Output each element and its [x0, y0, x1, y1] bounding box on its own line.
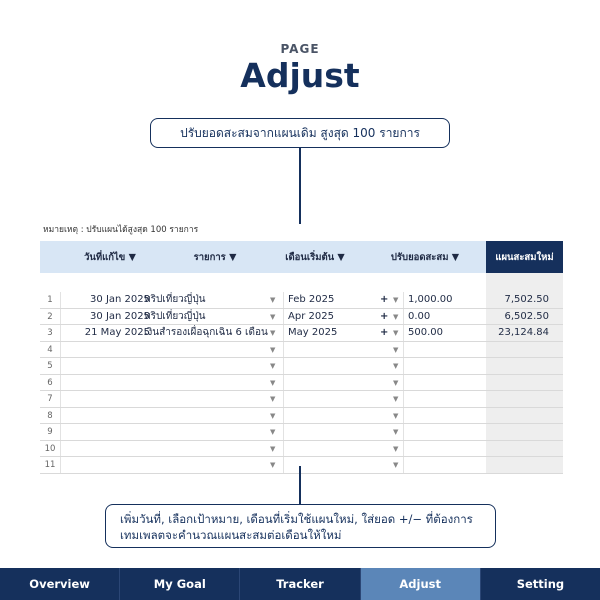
table-row — [40, 391, 563, 408]
table-row — [40, 325, 563, 342]
sign-dropdown-icon[interactable]: ▼ — [393, 312, 399, 321]
item-select[interactable]: ทริปเที่ยวญี่ปุ่น — [144, 294, 206, 305]
sign-dropdown-icon[interactable]: ▼ — [393, 329, 399, 337]
nav-tab-setting[interactable]: Setting — [516, 577, 565, 591]
item-dropdown-icon[interactable]: ▼ — [270, 395, 276, 403]
sign-dropdown-icon[interactable]: ▼ — [393, 378, 399, 387]
new-plan-value: 6,502.50 — [504, 310, 549, 322]
row-number: 10 — [44, 443, 56, 454]
callout-bottom-line1: เพิ่มวันที่, เลือกเป้าหมาย, เดือนที่เริ่มใช้แผนใหม่, ใส่ยอด +/− ที่ต้องการ — [120, 512, 473, 526]
page-title: Adjust — [240, 56, 360, 95]
sign-dropdown-icon[interactable]: ▼ — [393, 461, 399, 469]
date-cell[interactable]: 21 May 2025 — [84, 327, 150, 338]
item-dropdown-icon[interactable]: ▼ — [270, 345, 276, 354]
month-select[interactable]: Apr 2025 — [288, 310, 334, 322]
column-header-start-month[interactable]: เดือนเริ่มต้น ▼ — [285, 251, 345, 263]
callout-bottom-line2: เทมเพลตจะคำนวณแผนสะสมต่อเดือนให้ใหม่ — [120, 528, 342, 542]
item-select[interactable]: เงินสำรองเผื่อฉุกเฉิน 6 เดือน — [144, 327, 268, 338]
column-header-item[interactable]: รายการ ▼ — [193, 251, 237, 263]
table-note: หมายเหตุ : ปรับแผนได้สูงสุด 100 รายการ — [43, 225, 199, 235]
table-row — [40, 457, 563, 474]
item-dropdown-icon[interactable]: ▼ — [270, 428, 276, 436]
amount-input[interactable]: 500.00 — [408, 327, 443, 338]
new-plan-value: 23,124.84 — [498, 327, 549, 338]
table-row — [40, 424, 563, 441]
item-dropdown-icon[interactable]: ▼ — [270, 444, 276, 453]
callout-top — [150, 118, 450, 148]
table-row — [40, 358, 563, 375]
table-row — [40, 342, 563, 359]
new-plan-value: 7,502.50 — [504, 294, 549, 305]
sign-select[interactable]: + — [380, 327, 389, 338]
month-select[interactable]: Feb 2025 — [288, 294, 335, 305]
table-row — [40, 292, 563, 309]
item-dropdown-icon[interactable]: ▼ — [270, 362, 276, 370]
item-select[interactable]: ทริปเที่ยวญี่ปุ่น — [144, 310, 206, 322]
row-number: 6 — [47, 377, 53, 388]
sign-dropdown-icon[interactable]: ▼ — [393, 362, 399, 370]
month-select[interactable]: May 2025 — [288, 327, 338, 338]
nav-tab-my-goal[interactable]: My Goal — [120, 568, 240, 600]
callout-top-text: ปรับยอดสะสมจากแผนเดิม สูงสุด 100 รายการ — [180, 125, 420, 140]
row-number: 3 — [47, 328, 53, 338]
sign-dropdown-icon[interactable]: ▼ — [393, 428, 399, 436]
nav-tab-overview[interactable]: Overview — [0, 568, 120, 600]
date-cell[interactable]: 30 Jan 2025 — [90, 310, 150, 322]
nav-tab-adjust[interactable]: Adjust — [361, 568, 481, 600]
row-number: 7 — [47, 394, 53, 404]
nav-tab-tracker[interactable]: Tracker — [240, 568, 360, 600]
page-eyebrow: PAGE — [280, 42, 320, 56]
date-cell[interactable]: 30 Jan 2025 — [90, 294, 150, 305]
row-number: 4 — [47, 344, 53, 355]
amount-input[interactable]: 0.00 — [408, 310, 431, 322]
sign-select[interactable]: + — [380, 294, 389, 305]
sign-select[interactable]: + — [380, 310, 389, 322]
sign-dropdown-icon[interactable]: ▼ — [393, 395, 399, 403]
item-dropdown-icon[interactable]: ▼ — [270, 296, 276, 304]
item-dropdown-icon[interactable]: ▼ — [270, 461, 276, 469]
callout-bottom — [105, 504, 496, 548]
table-row — [40, 441, 563, 458]
item-dropdown-icon[interactable]: ▼ — [270, 411, 276, 420]
row-number: 1 — [47, 295, 53, 305]
bottom-nav — [0, 568, 600, 600]
row-number: 5 — [47, 361, 53, 371]
row-number: 9 — [47, 427, 53, 437]
column-header-date[interactable]: วันที่แก้ไข ▼ — [84, 251, 136, 263]
adjust-table — [40, 292, 563, 474]
column-header-adjust[interactable]: ปรับยอดสะสม ▼ — [390, 251, 460, 263]
row-number: 11 — [44, 460, 56, 470]
table-row — [40, 375, 563, 392]
table-row — [40, 408, 563, 425]
sign-dropdown-icon[interactable]: ▼ — [393, 411, 399, 420]
sign-dropdown-icon[interactable]: ▼ — [393, 296, 399, 304]
column-header-new-plan: แผนสะสมใหม่ — [486, 241, 563, 273]
row-number: 8 — [47, 410, 53, 421]
callout-top-connector — [299, 148, 301, 224]
row-number: 2 — [47, 311, 53, 322]
table-row — [40, 309, 563, 326]
amount-input[interactable]: 1,000.00 — [408, 294, 453, 305]
item-dropdown-icon[interactable]: ▼ — [270, 329, 276, 337]
callout-bottom-connector — [299, 466, 301, 504]
sign-dropdown-icon[interactable]: ▼ — [393, 345, 399, 354]
item-dropdown-icon[interactable]: ▼ — [270, 378, 276, 387]
item-dropdown-icon[interactable]: ▼ — [270, 312, 276, 321]
sign-dropdown-icon[interactable]: ▼ — [393, 444, 399, 453]
